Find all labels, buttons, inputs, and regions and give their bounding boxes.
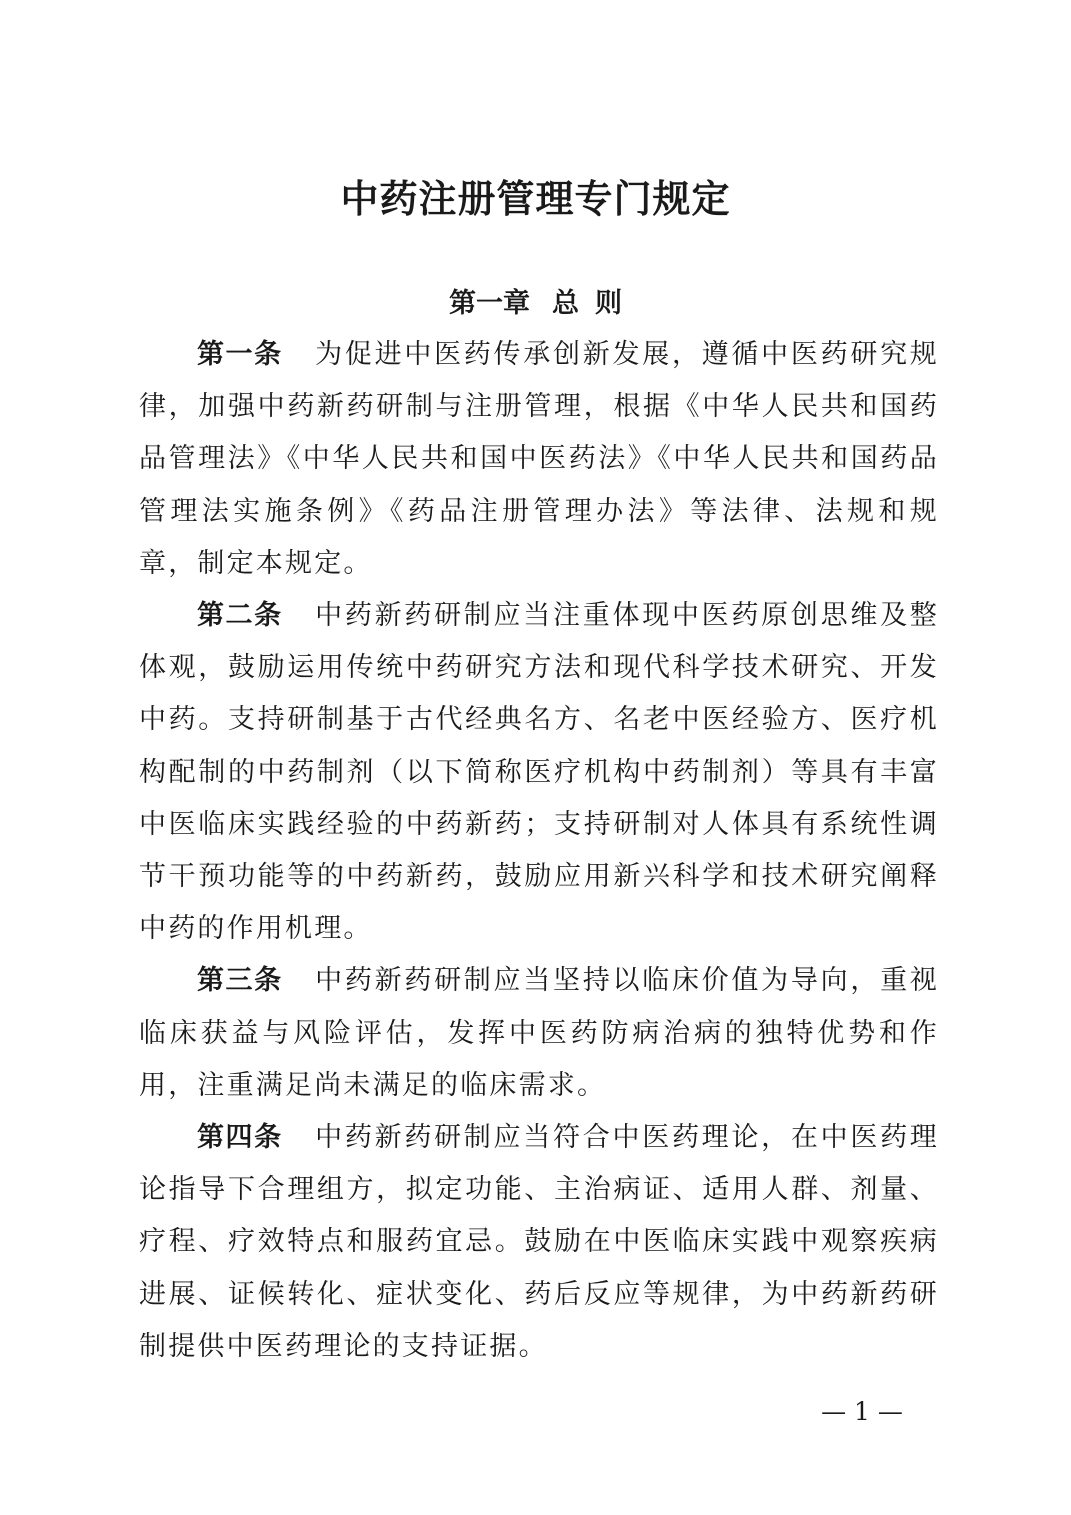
- chapter-number: 第一章: [449, 288, 530, 319]
- article-4: [139, 1112, 939, 1373]
- article-2: [139, 590, 939, 955]
- chapter-heading: [0, 284, 1071, 324]
- article-label: 第二条: [197, 600, 283, 632]
- article-label: 第四条: [197, 1122, 283, 1154]
- document-body: [139, 329, 939, 1373]
- article-label: 第一条: [197, 339, 283, 370]
- article-text: 中药新药研制应当符合中医药理论，在中医药理论指导下合理组方，拟定功能、主治病证、适用人群、剂量、疗程、疗效特点和服药宜忌。鼓励在中医临床实践中观察疾病进展、证候转化、症状变化、药后反应等规律，为中药新药研制提供中医药理论的支持证据。: [139, 1122, 940, 1362]
- article-1: [139, 329, 939, 590]
- article-text: 中药新药研制应当注重体现中医药原创思维及整体观，鼓励运用传统中药研究方法和现代科学技术研究、开发中药。支持研制基于古代经典名方、名老中医经验方、医疗机构配制的中药制剂（以下简称医疗机构中药制剂）等具有丰富中医临床实践经验的中药新药；支持研制对人体具有系统性调节干预功能等的中药新药，鼓励应用新兴科学和技术研究阐释中药的作用机理。: [139, 600, 940, 945]
- document-title: 中药注册管理专门规定: [340, 177, 731, 221]
- page-number: — 1 —: [821, 1397, 903, 1426]
- article-text: 为促进中医药传承创新发展，遵循中医药研究规律，加强中药新药研制与注册管理，根据《中华人民共和国药品管理法》《中华人民共和国中医药法》《中华人民共和国药品管理法实施条例》《药品注册管理办法》等法律、法规和规章，制定本规定。: [139, 339, 940, 579]
- chapter-title-char-2: 则: [595, 288, 622, 319]
- article-text: 中药新药研制应当坚持以临床价值为导向，重视临床获益与风险评估，发挥中医药防病治病的独特优势和作用，注重满足尚未满足的临床需求。: [139, 965, 940, 1101]
- article-3: [139, 955, 939, 1112]
- article-label: 第三条: [197, 965, 283, 997]
- chapter-title-char-1: 总: [552, 288, 579, 319]
